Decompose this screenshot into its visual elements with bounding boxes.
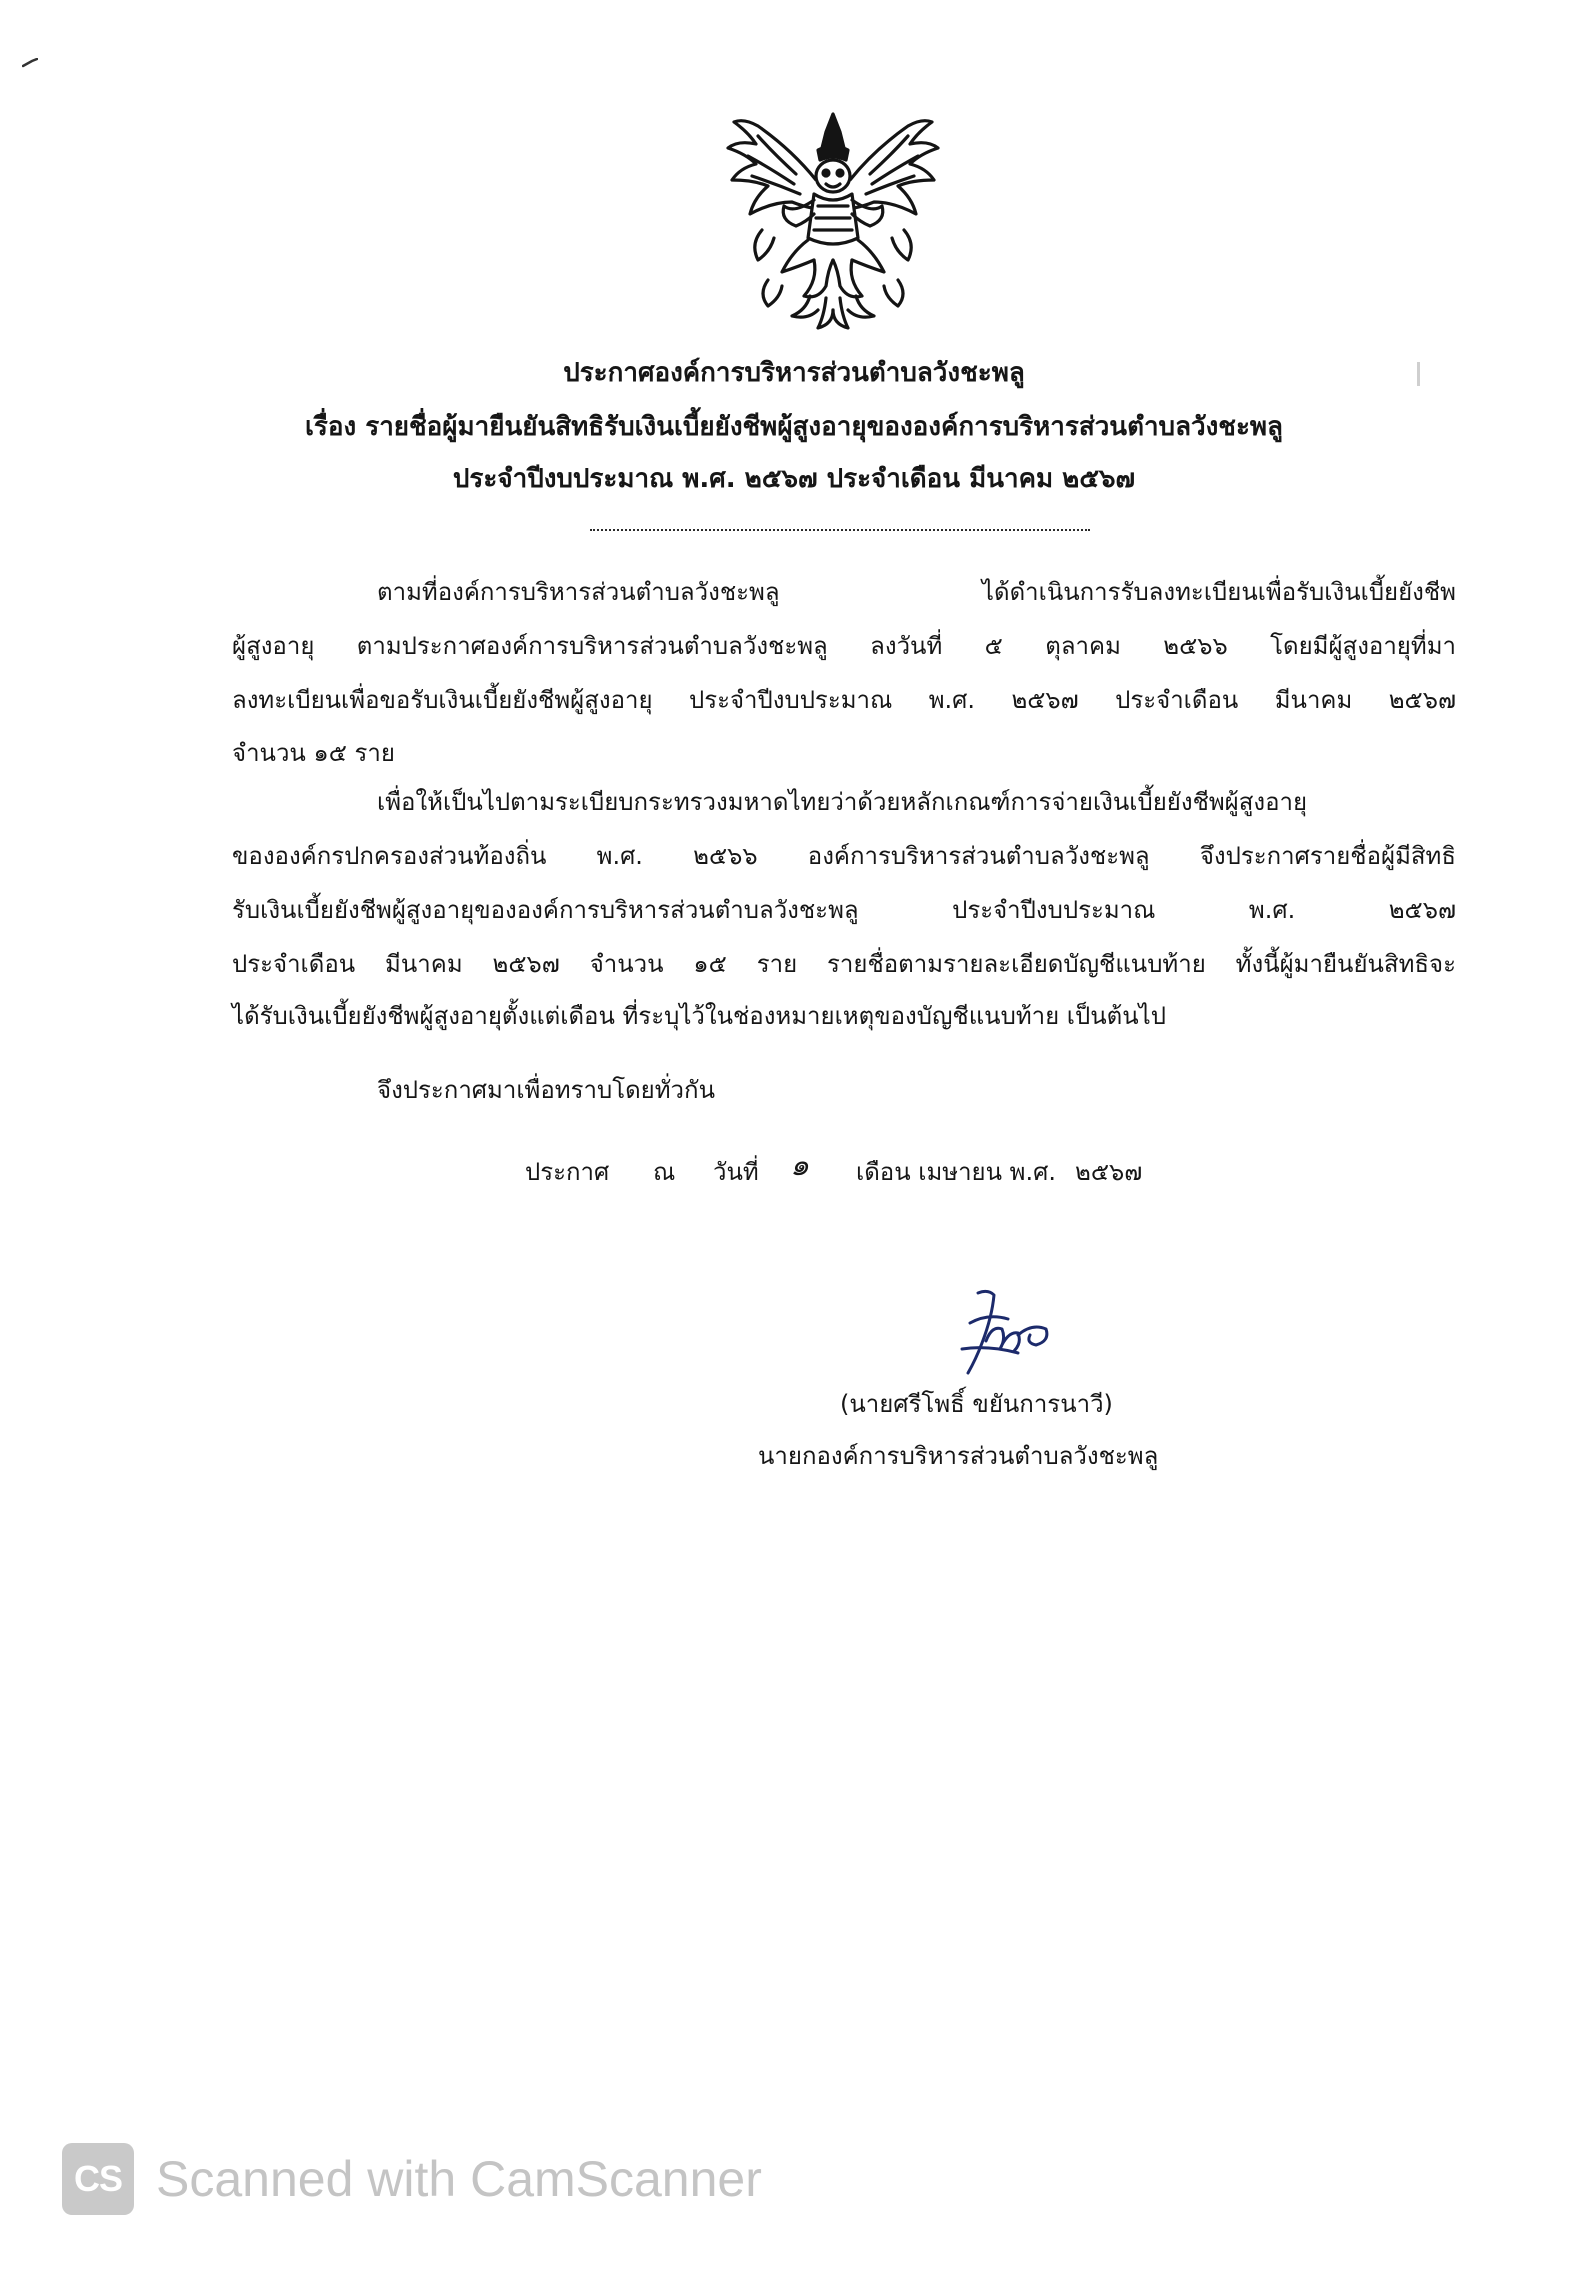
given-day-label: วันที่ — [713, 1158, 759, 1186]
given-day-value: ๑ — [790, 1148, 810, 1183]
paragraph-1-line-1: ตามที่องค์การบริหารส่วนตำบลวังชะพลู ได้ดำเนินการรับลงทะเบียนเพื่อรับเงินเบี้ยยังชีพ — [377, 578, 1456, 606]
given-month: เดือน เมษายน พ.ศ. — [856, 1158, 1056, 1186]
camscanner-watermark — [62, 2143, 762, 2215]
garuda-emblem-icon — [722, 110, 944, 334]
signatory-position: นายกองค์การบริหารส่วนตำบลวังชะพลู — [758, 1442, 1159, 1470]
announcement-title: ประกาศองค์การบริหารส่วนตำบลวังชะพลู — [563, 358, 1025, 388]
paragraph-2-line-5: ได้รับเงินเบี้ยยังชีพผู้สูงอายุตั้งแต่เดือน ที่ระบุไว้ในช่องหมายเหตุของบัญชีแนบท้าย เป็นต้นไป — [232, 1002, 1166, 1030]
paragraph-2-line-3: รับเงินเบี้ยยังชีพผู้สูงอายุขององค์การบริหารส่วนตำบลวังชะพลู ประจำปีงบประมาณ พ.ศ. ๒๕๖๗ — [232, 896, 1456, 924]
paragraph-2-line-1: เพื่อให้เป็นไปตามระเบียบกระทรวงมหาดไทยว่าด้วยหลักเกณฑ์การจ่ายเงินเบี้ยยังชีพผู้สูงอายุ — [377, 788, 1308, 816]
paragraph-2-line-4: ประจำเดือน มีนาคม ๒๕๖๗ จำนวน ๑๕ ราย รายชื่อตามรายละเอียดบัญชีแนบท้าย ทั้งนี้ผู้มายืนยันสิทธิจะ — [232, 950, 1456, 978]
given-label: ประกาศ — [525, 1158, 610, 1186]
paragraph-1-line-2: ผู้สูงอายุ ตามประกาศองค์การบริหารส่วนตำบลวังชะพลู ลงวันที่ ๕ ตุลาคม ๒๕๖๖ โดยมีผู้สูงอายุที่มา — [232, 632, 1456, 660]
paragraph-2-line-2: ขององค์กรปกครองส่วนท้องถิ่น พ.ศ. ๒๕๖๖ องค์การบริหารส่วนตำบลวังชะพลู จึงประกาศรายชื่อผู้มีสิทธิ — [232, 842, 1456, 870]
paragraph-1-line-4: จำนวน ๑๕ ราย — [232, 739, 395, 767]
camscanner-logo-icon — [62, 2143, 134, 2215]
announcement-subject: เรื่อง รายชื่อผู้มายืนยันสิทธิรับเงินเบี้ยยังชีพผู้สูงอายุขององค์การบริหารส่วนตำบลวังชะพลู — [305, 412, 1283, 442]
watermark-text: Scanned with CamScanner — [156, 2151, 762, 2207]
paragraph-1-line-3: ลงทะเบียนเพื่อขอรับเงินเบี้ยยังชีพผู้สูงอายุ ประจำปีงบประมาณ พ.ศ. ๒๕๖๗ ประจำเดือน มีนาคม ๒๕๖๗ — [232, 686, 1456, 714]
announcement-period: ประจำปีงบประมาณ พ.ศ. ๒๕๖๗ ประจำเดือน มีนาคม ๒๕๖๗ — [452, 464, 1136, 494]
closing-statement: จึงประกาศมาเพื่อทราบโดยทั่วกัน — [377, 1076, 715, 1104]
given-year: ๒๕๖๗ — [1075, 1158, 1143, 1186]
heading-divider — [590, 529, 1090, 531]
scan-speck-mark — [22, 58, 38, 68]
camscanner-logo-text: CS — [73, 2158, 122, 2199]
handwritten-signature — [948, 1283, 1058, 1379]
signatory-name: (นายศรีโพธิ์ ขยันการนาวี) — [840, 1390, 1113, 1418]
given-at: ณ — [653, 1158, 676, 1186]
